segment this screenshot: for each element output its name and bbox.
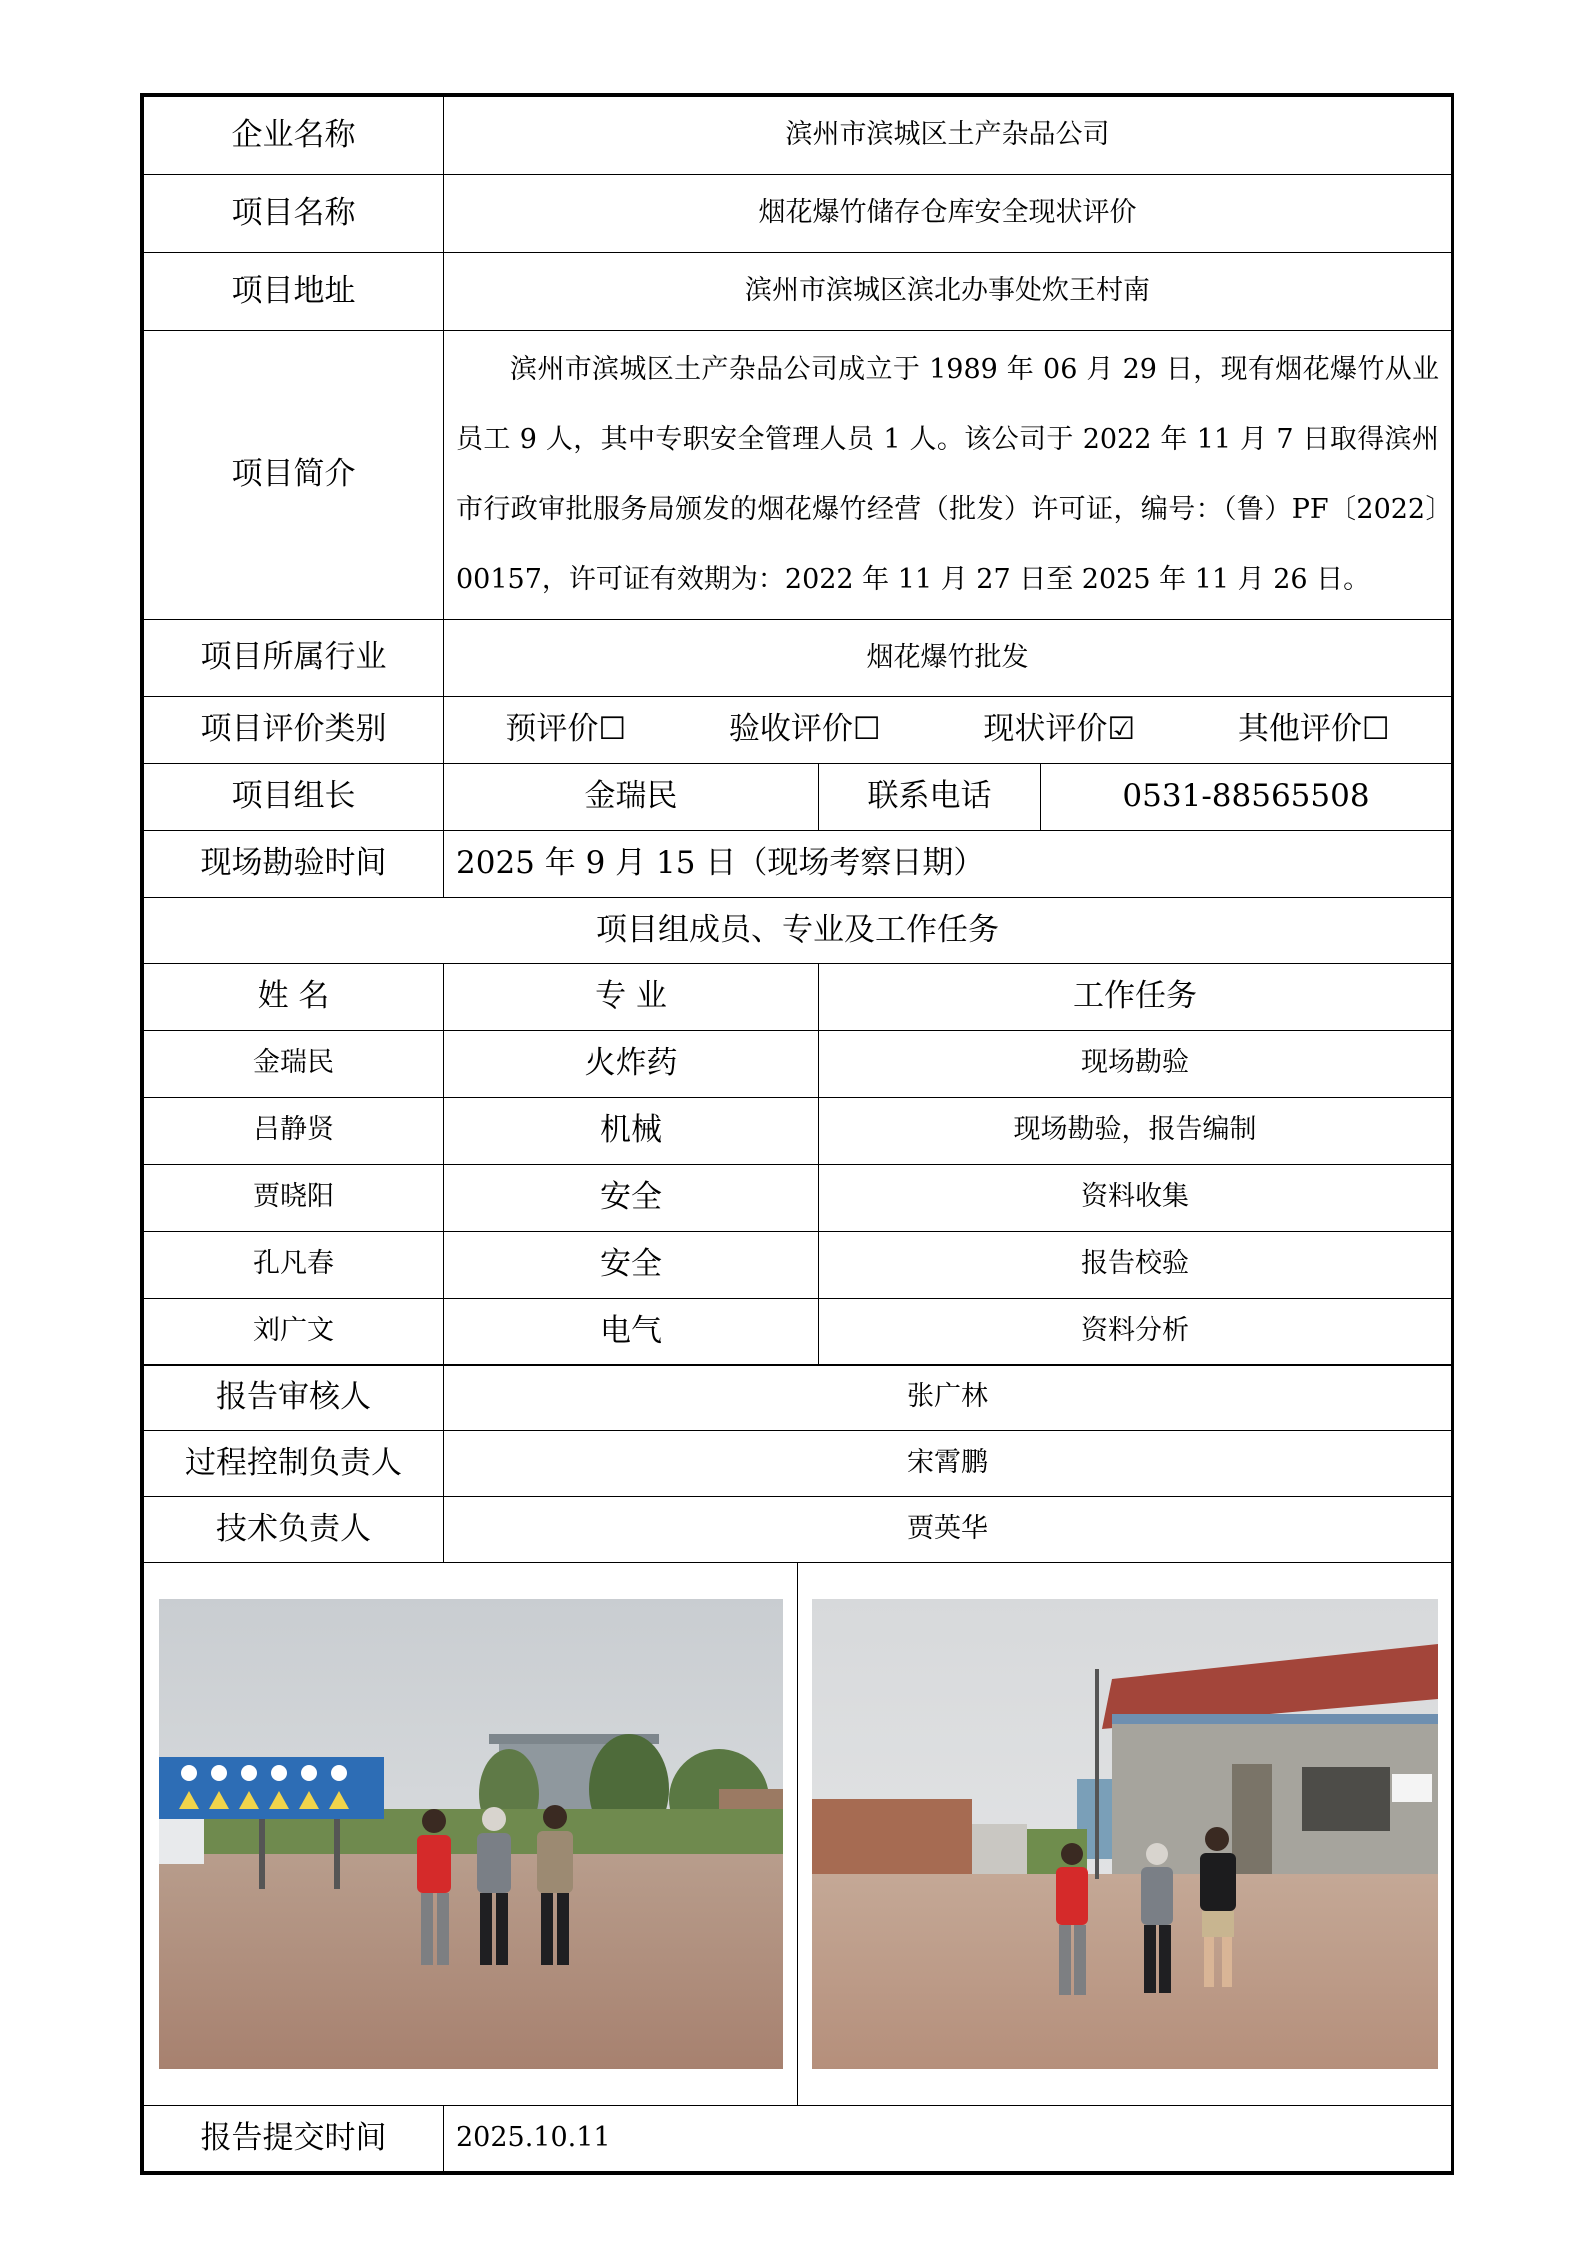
evaluation-info-sheet [140,93,1454,2175]
member-name: 金瑞民 [144,1030,444,1097]
row-category [144,697,1452,764]
leader-value: 金瑞民 [444,764,819,831]
tech-lead-label: 技术负责人 [144,1497,444,1563]
team-row [144,1097,1452,1164]
team-header-major: 专 业 [444,963,819,1030]
member-major: 安全 [444,1164,819,1231]
site-photo-left [159,1599,783,2069]
project-name-value: 烟花爆竹储存仓库安全现状评价 [444,175,1452,253]
member-task: 现场勘验，报告编制 [819,1097,1452,1164]
reviewer-value: 张广林 [444,1365,1452,1431]
company-label: 企业名称 [144,97,444,175]
intro-label: 项目简介 [144,331,444,620]
team-table [143,963,1452,1366]
phone-label: 联系电话 [819,764,1041,831]
member-major: 火炸药 [444,1030,819,1097]
member-major: 安全 [444,1231,819,1298]
category-acceptance-evaluation: 验收评价☐ [728,711,881,748]
member-major: 机械 [444,1097,819,1164]
tech-lead-value: 贾英华 [444,1497,1452,1563]
submit-time-value: 2025.10.11 [444,2106,1452,2172]
photo-right-box [797,1563,1451,2105]
category-other-evaluation: 其他评价☐ [1237,711,1390,748]
intro-text: 滨州市滨城区土产杂品公司成立于 1989 年 06 月 29 日，现有烟花爆竹从业员工 9 人，其中专职安全管理人员 1 人。该公司于 2022 年 11 月 7 日取得滨州市行政审批服务局颁发的烟花爆竹经营（批发）许可证，编号：（鲁）PF〔2022〕00157，许可证有效期为：2022 年 11 月 27 日至 2025 年 11 月 26 日。 [456,354,1440,595]
team-header-name: 姓 名 [144,963,444,1030]
photo-left-box [144,1563,797,2105]
team-row [144,1298,1452,1365]
member-task: 资料分析 [819,1298,1452,1365]
survey-time-label: 现场勘验时间 [144,831,444,898]
member-task: 资料收集 [819,1164,1452,1231]
row-project-name [144,175,1452,253]
category-label: 项目评价类别 [144,697,444,764]
team-title: 项目组成员、专业及工作任务 [144,898,1452,964]
row-industry [144,620,1452,697]
info-table [143,96,1452,964]
category-options-cell [444,697,1452,764]
leader-label: 项目组长 [144,764,444,831]
industry-value: 烟花爆竹批发 [444,620,1452,697]
row-reviewer [144,1365,1452,1431]
member-name: 孔凡春 [144,1231,444,1298]
category-pre-evaluation: 预评价☐ [505,711,627,748]
member-major: 电气 [444,1298,819,1365]
row-submit-time [144,2106,1452,2172]
member-name: 吕静贤 [144,1097,444,1164]
member-name: 刘广文 [144,1298,444,1365]
address-value: 滨州市滨城区滨北办事处炊王村南 [444,253,1452,331]
team-header-row [144,963,1452,1030]
row-tech-lead [144,1497,1452,1563]
process-control-label: 过程控制负责人 [144,1431,444,1497]
project-name-label: 项目名称 [144,175,444,253]
company-value: 滨州市滨城区土产杂品公司 [444,97,1452,175]
row-address [144,253,1452,331]
team-row [144,1164,1452,1231]
address-label: 项目地址 [144,253,444,331]
team-header-task: 工作任务 [819,963,1452,1030]
row-photos [144,1563,1452,2106]
category-status-evaluation: 现状评价☑ [983,711,1136,748]
row-company [144,97,1452,175]
member-task: 报告校验 [819,1231,1452,1298]
intro-text-cell [444,331,1452,620]
team-row [144,1231,1452,1298]
row-survey-time [144,831,1452,898]
member-name: 贾晓阳 [144,1164,444,1231]
row-intro [144,331,1452,620]
photos-cell [144,1563,1452,2106]
member-task: 现场勘验 [819,1030,1452,1097]
process-control-value: 宋霄鹏 [444,1431,1452,1497]
phone-value: 0531-88565508 [1041,764,1452,831]
row-process-control [144,1431,1452,1497]
site-photo-right [812,1599,1438,2069]
survey-time-value: 2025 年 9 月 15 日（现场考察日期） [444,831,1452,898]
reviewer-label: 报告审核人 [144,1365,444,1431]
signoff-table [143,1364,1452,2172]
row-leader [144,764,1452,831]
team-row [144,1030,1452,1097]
category-options [444,711,1451,748]
submit-time-label: 报告提交时间 [144,2106,444,2172]
industry-label: 项目所属行业 [144,620,444,697]
row-team-title [144,898,1452,964]
